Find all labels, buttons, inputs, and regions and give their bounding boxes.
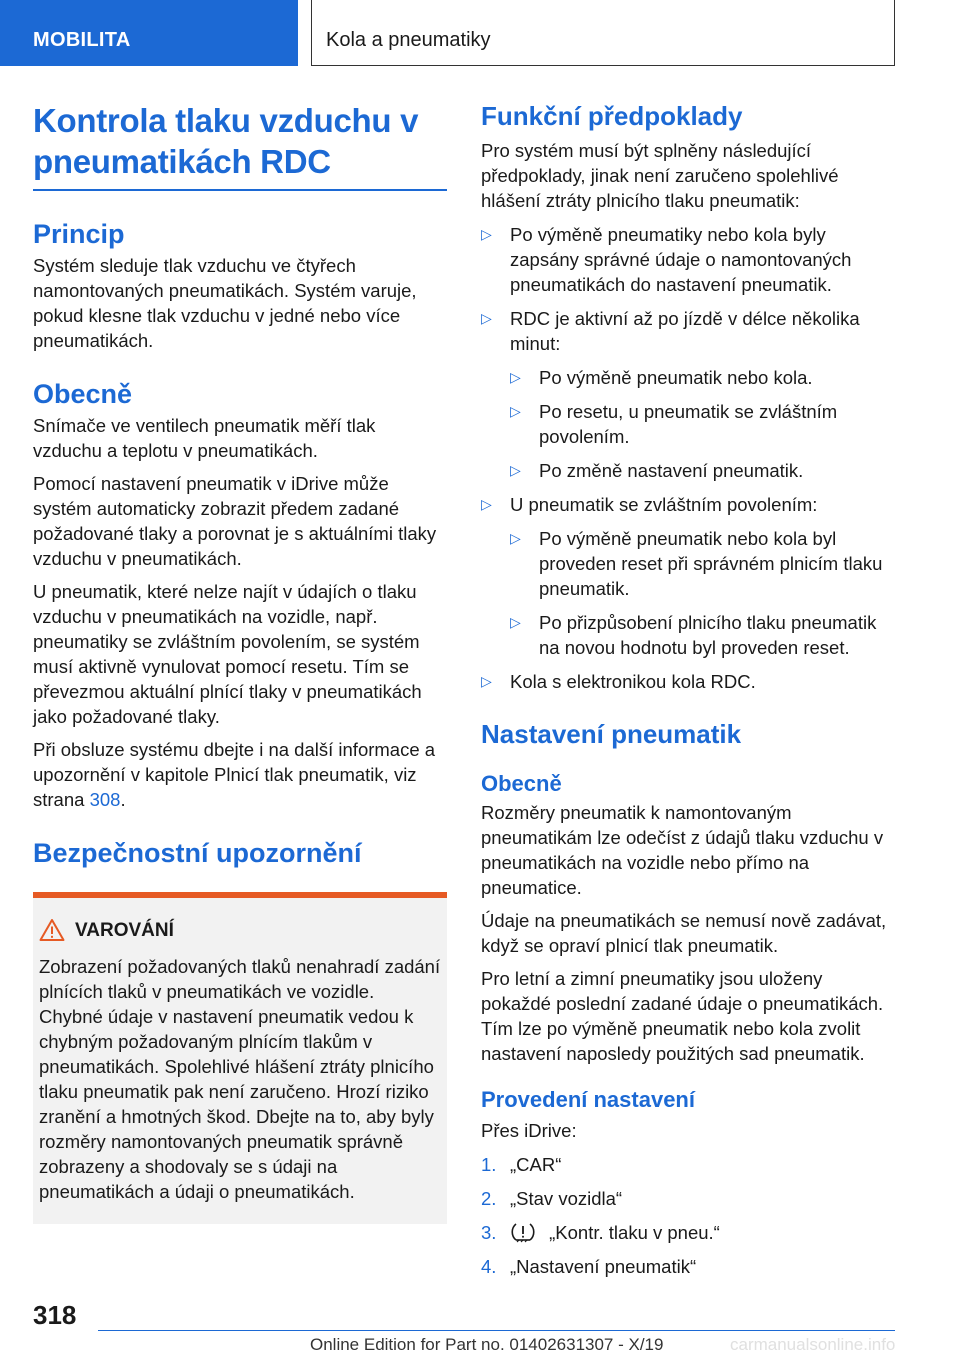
- edition-note: Online Edition for Part no. 01402631307 - X/19: [310, 1335, 664, 1354]
- right-column: [481, 100, 895, 1279]
- obecne-p2: Pomocí nastavení pneumatik v iDrive může systém automaticky zobrazit předem zadané požadované tlaky a porovnat je s aktuálními tlaky vzduchu v pneumatikách.: [33, 472, 437, 569]
- steps-list: [481, 1152, 895, 1279]
- step-text: „Stav vozidla“: [510, 1188, 623, 1209]
- step-item: [481, 1220, 895, 1245]
- heading-safety: Bezpečnostní upozornění: [33, 837, 362, 868]
- list-item-text: Po výměně pneumatiky nebo kola byly zapsány správné údaje o namontovaných pneumatikách do nastavení pneumatik.: [510, 224, 852, 295]
- triangle-bullet-icon: ▷: [510, 462, 521, 478]
- triangle-bullet-icon: ▷: [510, 530, 521, 546]
- nastaveni-p1: Rozměry pneumatik k namontovaným pneumatikám lze odečíst z údajů tlaku vzduchu v pneumatikách na vozidle nebo přímo na pneumatice.: [481, 802, 884, 898]
- triangle-bullet-icon: ▷: [510, 369, 521, 385]
- page-title: Kontrola tlaku vzduchu v pneumatikách RDC: [33, 102, 419, 180]
- nastaveni-p3: Pro letní a zimní pneumatiky jsou uloženy pokaždé poslední zadané údaje o pneumatikách. Tím lze po výměně pneumatik nebo kola zvolit nastavení naposledy použitých sad pneumatik.: [481, 968, 884, 1064]
- list-item-text: Po výměně pneumatik nebo kola byl proveden reset při správném plnicím tlaku pneumatik.: [539, 528, 883, 599]
- warning-box: [33, 892, 447, 1224]
- obecne-p4-text: Při obsluze systému dbejte i na další informace a upozornění v kapitole Plnicí tlak pneumatik, viz strana: [33, 738, 436, 810]
- list-item: [481, 306, 895, 483]
- heading-nastaveni-obecne: Obecně: [481, 771, 562, 796]
- left-column: [33, 100, 447, 1224]
- list-item-text: Po výměně pneumatik nebo kola.: [539, 367, 813, 388]
- triangle-bullet-icon: ▷: [510, 403, 521, 419]
- obecne-p3: U pneumatik, které nelze najít v údajích o tlaku vzduchu v pneumatikách na vozidle, např. pneumatiky se zvláštním povolením, se systém musí aktivně vynulovat pomocí resetu. Tím se převezmou aktuální plnící tlaky v pneumatikách jako požadované tlaky.: [33, 580, 422, 727]
- section-tab: MOBILITA: [0, 0, 298, 66]
- warning-text: Zobrazení požadovaných tlaků nenahradí zadání plnících tlaků v pneumatikách ve vozidle. Chybné údaje v nastavení pneumatik vedou k chybným požadovaným plnícím tlakům v pneumatikách. Spolehlivé hlášení ztráty plnicího tlaku pneumatik pak není zaručeno. Hrozí riziko zranění a hmotných škod. Dbejte na to, aby byly rozměry namontovaných pneumatik správně zobrazeny a shodovaly se s údaji na pneumatikách a údaji o pneumatikách.: [39, 955, 441, 1202]
- list-item: [481, 492, 895, 660]
- list-item: [510, 458, 895, 483]
- page-header: [0, 0, 960, 66]
- page-number: 318: [33, 1300, 77, 1330]
- heading-princip: Princip: [33, 218, 125, 249]
- list-item-text: Po přizpůsobení plnicího tlaku pneumatik na novou hodnotu byl proveden reset.: [539, 612, 877, 658]
- tire-pressure-icon: [510, 1221, 536, 1243]
- sub-list: [510, 526, 895, 660]
- footer-divider: [98, 1330, 895, 1331]
- obecne-p4: [33, 737, 447, 812]
- sub-list: [510, 365, 895, 483]
- page-reference-link[interactable]: 308: [89, 788, 121, 810]
- step-text: „Kontr. tlaku v pneu.“: [549, 1222, 720, 1243]
- list-item: [510, 610, 895, 660]
- nastaveni-p2: Údaje na pneumatikách se nemusí nově zadávat, když se opraví plnicí tlak pneumatik.: [481, 910, 887, 956]
- list-item: [510, 399, 895, 449]
- heading-obecne: Obecně: [33, 378, 133, 409]
- step-item: [481, 1152, 895, 1177]
- list-item: [481, 222, 895, 297]
- prerequisite-list: [481, 222, 895, 694]
- heading-provedeni: Provedení nastavení: [481, 1087, 695, 1112]
- step-number: 3.: [481, 1222, 497, 1243]
- triangle-bullet-icon: ▷: [481, 496, 492, 512]
- step-item: [481, 1186, 895, 1211]
- warning-title: VAROVÁNÍ: [75, 919, 174, 941]
- funkcni-intro: Pro systém musí být splněny následující předpoklady, jinak není zaručeno spolehlivé hlášení ztráty plnicího tlaku pneumatik:: [481, 140, 839, 211]
- step-number: 2.: [481, 1188, 497, 1209]
- triangle-bullet-icon: ▷: [481, 310, 492, 326]
- obecne-p1: Snímače ve ventilech pneumatik měří tlak vzduchu a teplotu v pneumatikách.: [33, 414, 376, 461]
- step-text: „Nastavení pneumatik“: [510, 1256, 697, 1277]
- triangle-bullet-icon: ▷: [481, 673, 492, 689]
- list-item: [481, 669, 895, 694]
- warning-header: [33, 898, 447, 950]
- step-number: 4.: [481, 1256, 497, 1277]
- warning-triangle-icon: [39, 918, 65, 942]
- list-item-text: Po změně nastavení pneumatik.: [539, 460, 804, 481]
- obecne-p4-end: .: [120, 788, 126, 810]
- idrive-intro: Přes iDrive:: [481, 1120, 577, 1141]
- watermark: carmanualsonline.info: [730, 1335, 896, 1354]
- list-item: [510, 526, 895, 601]
- step-number: 1.: [481, 1154, 497, 1175]
- heading-nastaveni: Nastavení pneumatik: [481, 719, 742, 749]
- list-item-text: Po resetu, u pneumatik se zvláštním povolením.: [539, 401, 838, 447]
- chapter-title: Kola a pneumatiky: [311, 0, 895, 66]
- list-item-text: U pneumatik se zvláštním povolením:: [510, 494, 818, 515]
- triangle-bullet-icon: ▷: [510, 614, 521, 630]
- step-item: [481, 1254, 895, 1279]
- heading-funkcni: Funkční předpoklady: [481, 101, 743, 131]
- princip-text: Systém sleduje tlak vzduchu ve čtyřech namontovaných pneumatikách. Systém varuje, pokud klesne tlak vzduchu v jedné nebo více pneumatikách.: [33, 254, 417, 351]
- list-item: [510, 365, 895, 390]
- triangle-bullet-icon: ▷: [481, 226, 492, 242]
- list-item-text: RDC je aktivní až po jízdě v délce několika minut:: [510, 308, 860, 354]
- step-text: „CAR“: [510, 1154, 562, 1175]
- list-item-text: Kola s elektronikou kola RDC.: [510, 671, 756, 692]
